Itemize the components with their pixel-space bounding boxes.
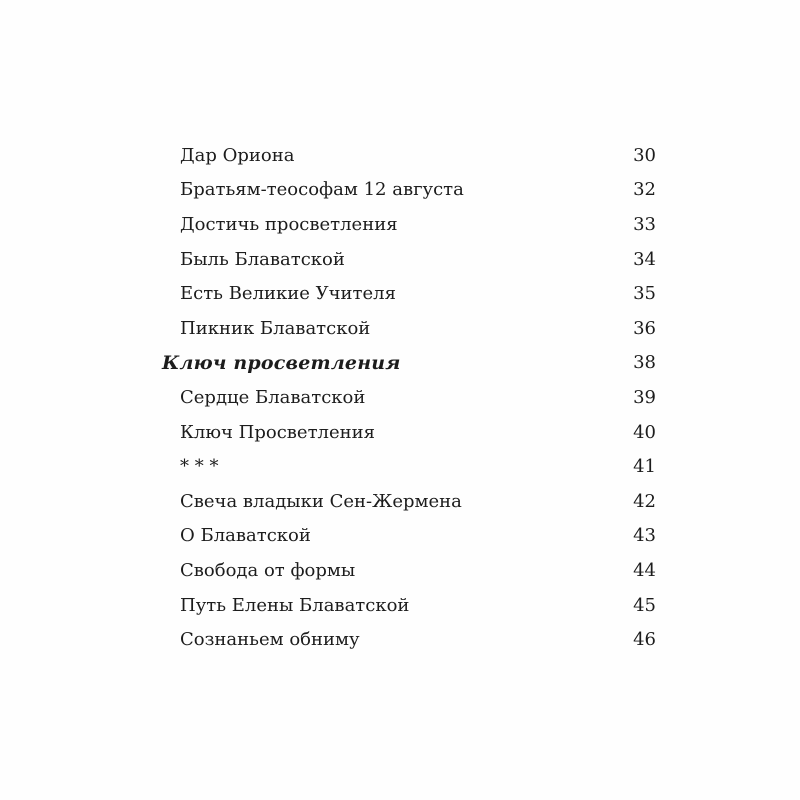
toc-section-heading [160,346,660,381]
toc-entry [160,380,660,415]
toc-entry-page: 35 [633,283,656,305]
toc-entry [160,311,660,346]
toc-entry [160,588,660,623]
toc-entry-title: Ключ Просветления [180,421,375,443]
toc-entry-page: 30 [633,144,656,166]
toc-entry-page: 43 [633,525,656,547]
toc-entry-page: 41 [633,456,656,478]
toc-entry [160,484,660,519]
toc-entry-title: * * * [180,456,219,478]
toc-entry-title: Сознаньем обниму [180,629,360,651]
toc-entry [160,173,660,208]
toc-entry [160,622,660,657]
toc-entry [160,138,660,173]
toc-entry-title: Быль Блаватской [180,248,345,270]
toc-entry-page: 45 [633,594,656,616]
toc-entry-title: Свеча владыки Сен-Жермена [180,490,462,512]
toc-entry-page: 36 [633,317,656,339]
toc-entry-page: 33 [633,213,656,235]
toc-entry-title: Пикник Блаватской [180,317,371,339]
toc-entry [160,207,660,242]
toc-entry-title: Достичь просветления [180,213,398,235]
toc-section-page: 38 [633,352,656,374]
toc-entry-title: Есть Великие Учителя [180,283,396,305]
toc-entry [160,415,660,450]
toc-entry-page: 32 [633,179,656,201]
table-of-contents [160,138,660,657]
toc-entry [160,519,660,554]
toc-entry [160,449,660,484]
toc-entry [160,553,660,588]
toc-entry-page: 39 [633,386,656,408]
toc-entry-page: 46 [633,629,656,651]
toc-entry-title: Путь Елены Блаватской [180,594,410,616]
toc-section-title: Ключ просветления [162,351,401,374]
toc-entry-page: 34 [633,248,656,270]
toc-entry-title: Сердце Блаватской [180,386,366,408]
toc-entry [160,242,660,277]
toc-entry-title: Братьям-теософам 12 августа [180,179,464,201]
toc-entry-title: О Блаватской [180,525,311,547]
toc-entry [160,276,660,311]
toc-entry-title: Дар Ориона [180,144,295,166]
toc-entry-page: 44 [633,559,656,581]
toc-entry-page: 42 [633,490,656,512]
toc-entry-title: Свобода от формы [180,559,356,581]
toc-entry-page: 40 [633,421,656,443]
